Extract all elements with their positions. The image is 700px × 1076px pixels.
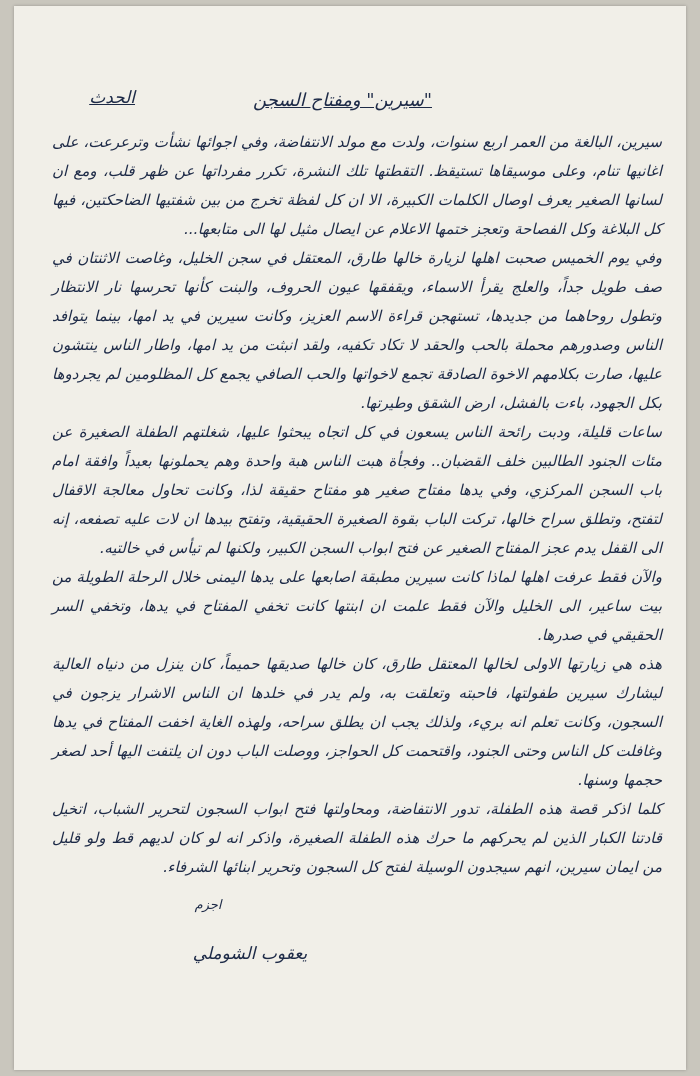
paragraph-4: والآن فقط عرفت اهلها لماذا كانت سيرين مطبقة اصابعها على يدها اليمنى خلال الرحلة الطويلة من بيت ساعير، الى الخليل والآن فقط علمت ان ابنتها كانت تخفي المفتاح في يدها، وتخفي السر الحقيقي في صدرها. xyxy=(52,568,662,644)
margin-note: اجزم xyxy=(194,898,222,913)
paragraph-2: وفي يوم الخميس صحبت اهلها لزيارة خالها طارق، المعتقل في سجن الخليل، وغاصت الاثنتان في صف طويل جداً، والعلج يقرأ الاسماء، ويقفقها عيون الحروف، والبنت كأنها تحرسها نار الانتظار وتطول روحاهما من جديدها، تستهجن قراءة الاسم العزيز، وكانت سيرين في يد امها، بينما يتوافد الناس وصدورهم محملة بالحب والحقد لا تكاد تكفيه، ولقد انبثت من يد امها، واطار الناس ينتشون عليها، صارت بكلامهم الاخوة الصادقة تجمع لاخواتها والحب الصافي يجمع كل المظلومين لم يجردوها بكل الجهود، باءت بالفشل، ارض الشقق وطيرتها. xyxy=(52,249,662,412)
signature: يعقوب الشوملي xyxy=(192,944,308,964)
paragraph-3: ساعات قليلة، ودبت رائحة الناس يسعون في كل اتجاه يبحثوا عليها، شغلتهم الطفلة الصغيرة عن مئات الجنود الطالبين خلف القضبان.. وفجأة هبت الناس هبة واحدة وهم يحملونها بعيداً وافقة امام باب السجن المركزي، وفي يدها مفتاح صغير هو مفتاح حقيقة لذا، وكانت تحاول معالجة الاقفال لتفتح، وتطلق سراح خالها، تركت الباب بقوة الصغيرة الحقيقية، وتفتح بيدها ان لات عليه تصفعه، إنه الى القفل يدم عجز المفتاح الصغير عن فتح ابواب السجن الكبير، ولكنها لم تيأس في خالتيه. xyxy=(52,423,662,557)
page-title: "سيرين" ومفتاح السجن xyxy=(253,90,432,111)
body-text xyxy=(52,128,662,882)
paragraph-6: كلما اذكر قصة هذه الطفلة، تدور الانتفاضة، ومحاولتها فتح ابواب السجون لتحرير الشباب، اتخيل قادتنا الكبار الذين لم يحركهم ما حرك هذه الطفلة الصغيرة، واذكر انه لو كان لديهم قط ولو قليل من ايمان سيرين، انهم سيجدون الوسيلة لفتح كل السجون وتحرير ابنائها الشرفاء. xyxy=(52,800,662,876)
paragraph-5: هذه هي زيارتها الاولى لخالها المعتقل طارق، كان خالها صديقها حميماً، كان ينزل من دنياه العالية ليشارك سيرين طفولتها، فاحبته وتعلقت به، ولم يدر في خلدها ان الناس الاشرار يزجون في السجون، وكانت تعلم انه بريء، ولذلك يجب ان يطلق سراحه، ولهذه الغاية اخفت المفتاح في يدها وغافلت كل الناس وحتى الجنود، واقتحمت كل الحواجز، ووصلت الباب دون ان يلتفت اليها أحد لصغر حجمها وسنها. xyxy=(51,655,662,789)
paragraph-1: سيرين، البالغة من العمر اربع سنوات، ولدت مع مولد الانتفاضة، وفي اجوائها نشأت وترعرعت، على اغانيها تنام، وعلى موسيقاها تستيقظ. التقطتها تلك النشرة، تكرر مفرداتها عن ظهر قلب، ومع ان لسانها الصغير يعرف اوصال الكلمات الكبيرة، الا ان كل لفظة تخرج من بين شفتيها الضاحكتين، فيها كل البلاغة وكل الفصاحة وتعجز ختمها الاعلام عن ايصال مثيل لها الى متابعها... xyxy=(52,133,662,238)
corner-label: الحدث xyxy=(89,88,135,108)
